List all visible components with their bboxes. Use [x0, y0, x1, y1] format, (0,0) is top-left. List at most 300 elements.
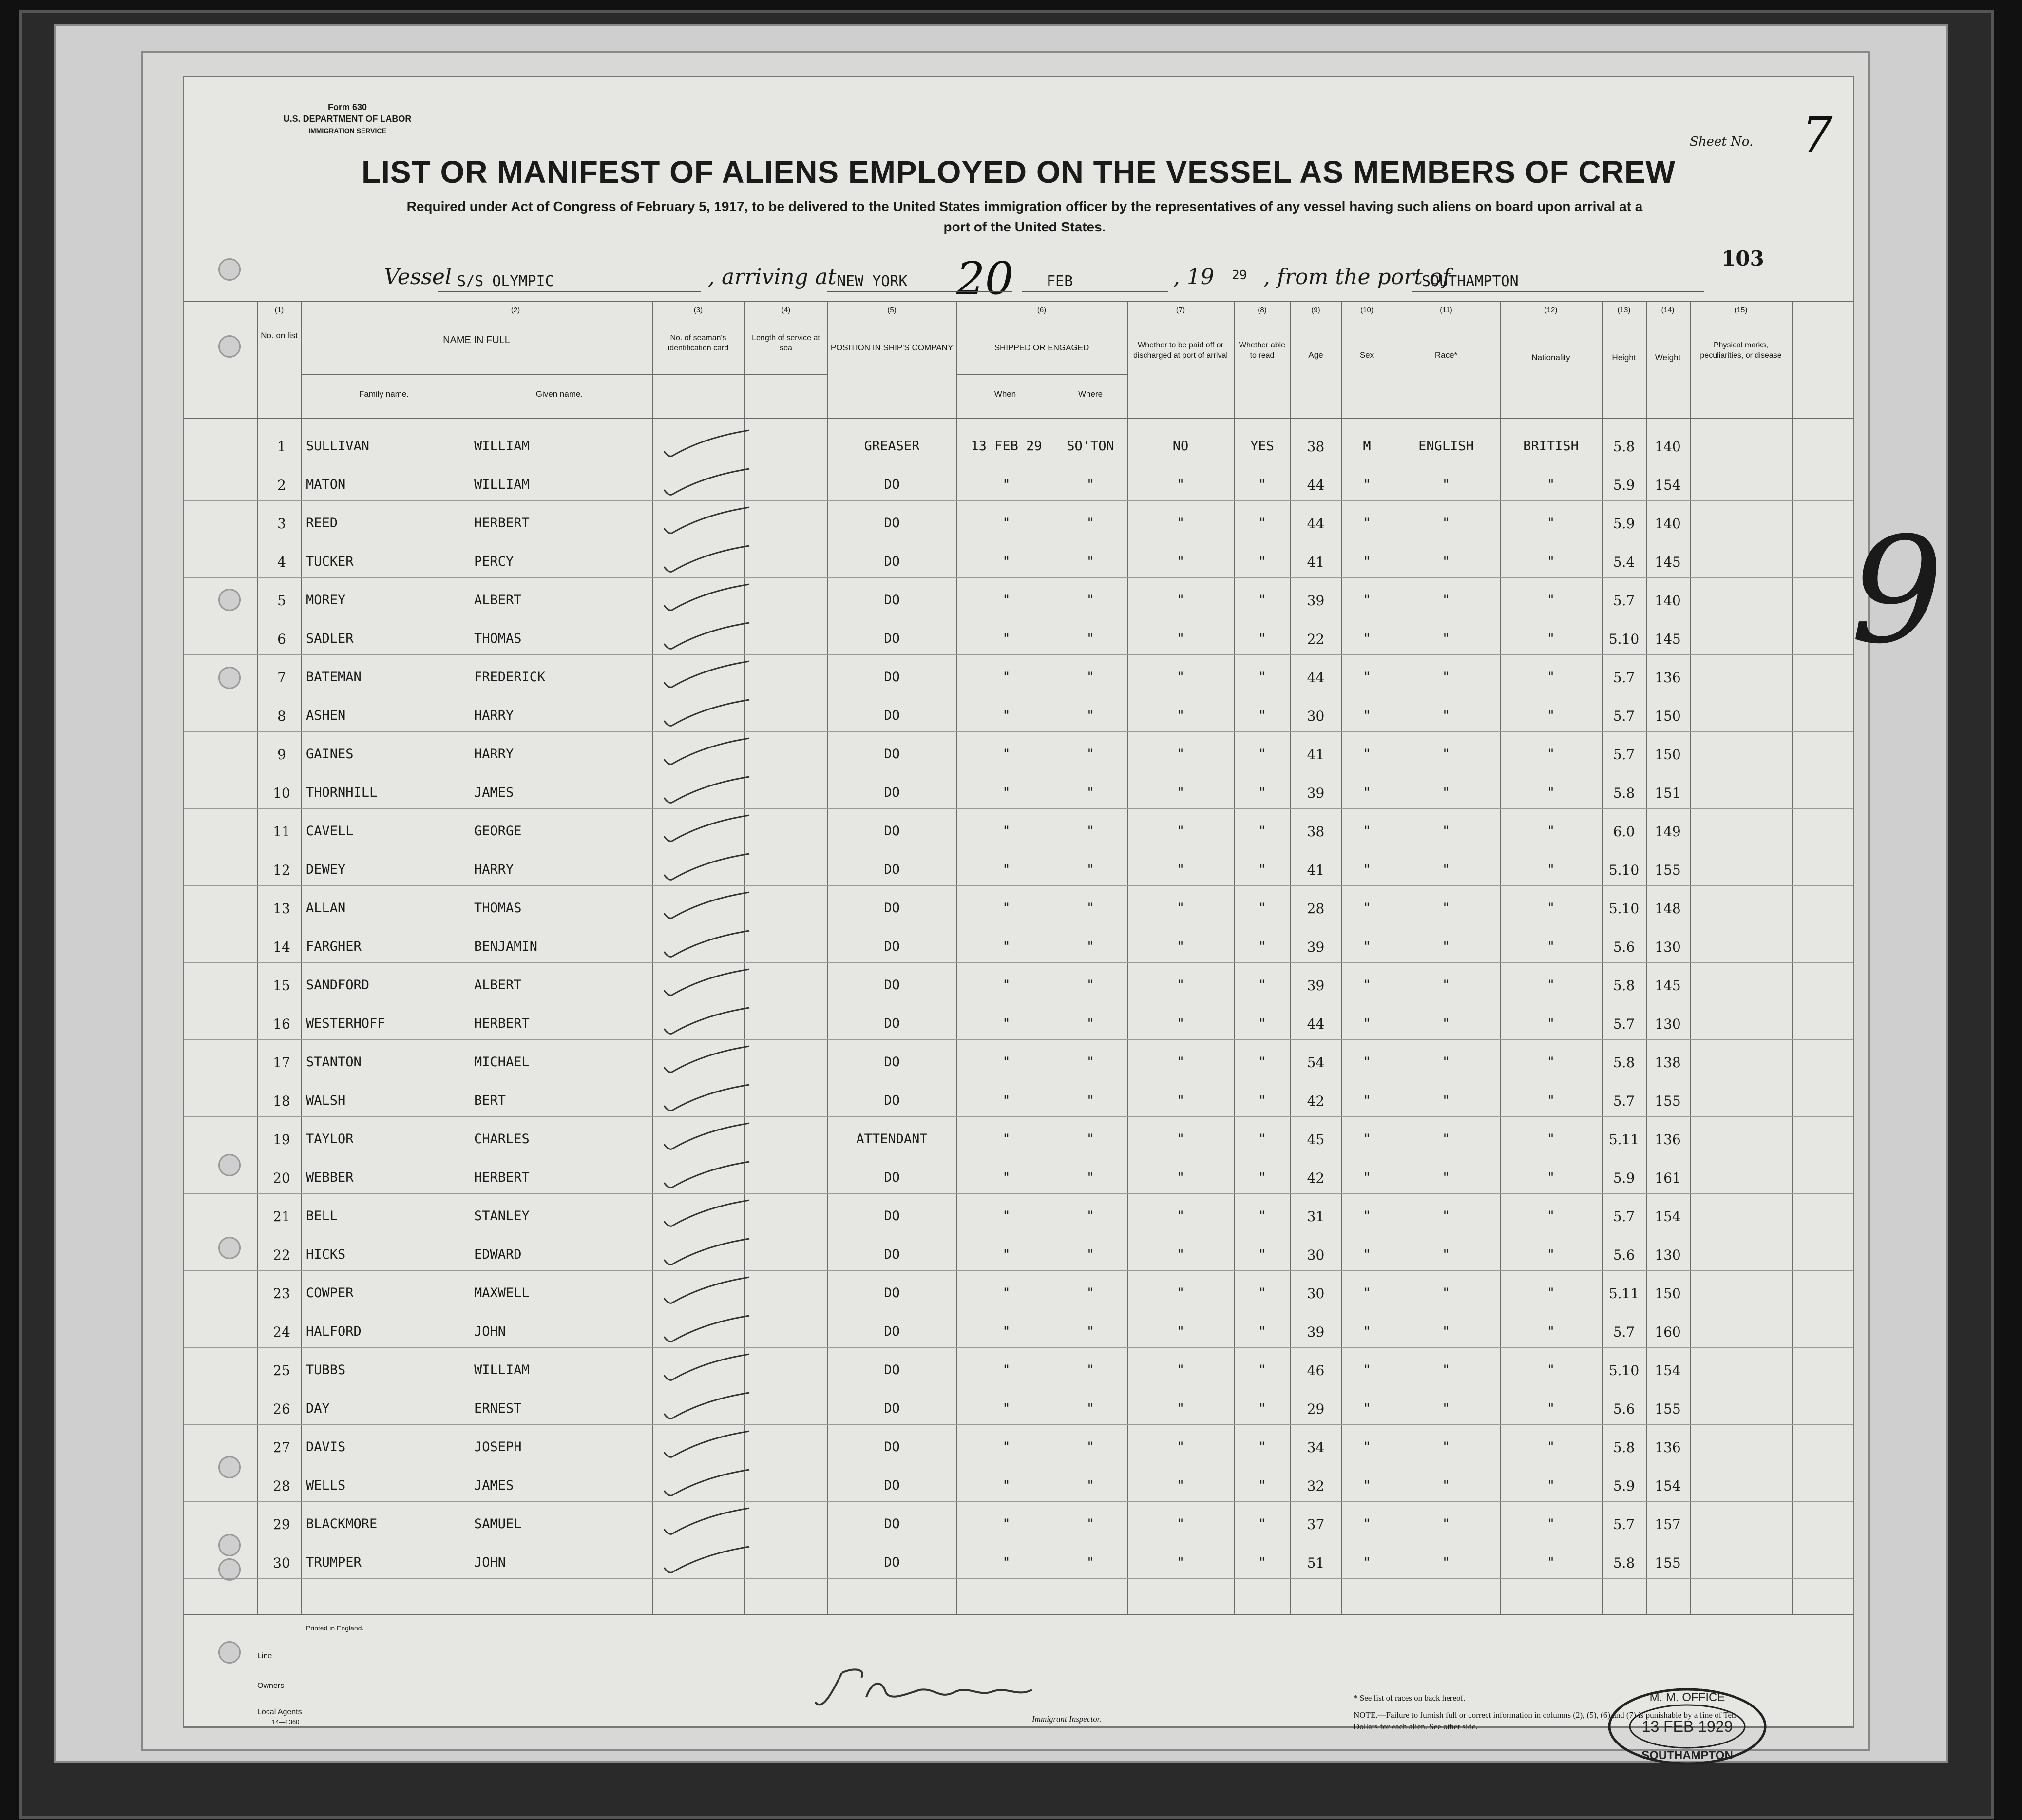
- row-rule: [184, 1270, 1853, 1271]
- given-name: HARRY: [474, 862, 514, 877]
- weight: 155: [1655, 1401, 1681, 1417]
- family-name: SADLER: [306, 631, 354, 646]
- height: 5.6: [1613, 939, 1635, 955]
- row-number: 7: [277, 670, 286, 686]
- age: 44: [1307, 670, 1325, 686]
- race: ": [1442, 1439, 1450, 1455]
- sex: ": [1363, 1478, 1371, 1493]
- paid-off: ": [1176, 1362, 1185, 1378]
- column-number: (6): [1037, 306, 1047, 314]
- punch-hole: [218, 667, 241, 689]
- paid-off: ": [1176, 1401, 1185, 1416]
- height: 5.8: [1613, 977, 1635, 994]
- height: 5.10: [1608, 900, 1640, 917]
- col-rule: [1602, 301, 1603, 1614]
- able-to-read: ": [1258, 1170, 1266, 1185]
- age: 44: [1307, 516, 1325, 532]
- shipped-where: ": [1086, 1555, 1095, 1570]
- given-name: THOMAS: [474, 631, 522, 646]
- nationality: ": [1546, 862, 1555, 877]
- able-to-read: YES: [1250, 439, 1274, 454]
- header-where: Where: [1078, 389, 1103, 399]
- shipped-where: ": [1086, 785, 1095, 800]
- header-paid-off: Whether to be paid off or discharged at port of arrival: [1133, 341, 1228, 360]
- row-number: 6: [277, 631, 286, 647]
- age: 44: [1307, 477, 1325, 493]
- column-number: (5): [887, 306, 897, 314]
- row-rule: [184, 1116, 1853, 1117]
- family-name: TUCKER: [306, 554, 354, 569]
- given-name: PERCY: [474, 554, 514, 569]
- row-number: 26: [273, 1401, 290, 1417]
- family-name: TRUMPER: [306, 1555, 362, 1570]
- shipped-where: ": [1086, 593, 1095, 608]
- race: ": [1442, 631, 1450, 646]
- header-family-name: Family name.: [359, 389, 409, 399]
- age: 38: [1307, 824, 1325, 840]
- sheet-number-label: Sheet No.: [1690, 134, 1754, 149]
- punch-hole: [218, 258, 241, 281]
- row-number: 11: [273, 824, 290, 840]
- sex: ": [1363, 747, 1371, 762]
- check-mark-icon: [659, 1044, 757, 1073]
- punch-hole: [218, 1641, 241, 1664]
- family-name: TAYLOR: [306, 1131, 354, 1147]
- position: DO: [884, 1401, 900, 1416]
- nationality: ": [1546, 631, 1555, 646]
- nationality: ": [1546, 1516, 1555, 1532]
- height: 5.8: [1613, 1054, 1635, 1071]
- position: DO: [884, 1516, 900, 1532]
- check-mark-icon: [659, 1159, 757, 1188]
- paid-off: ": [1176, 1439, 1185, 1455]
- race: ": [1442, 1285, 1450, 1301]
- height: 5.8: [1613, 1439, 1635, 1456]
- col-rule: [652, 301, 653, 1614]
- height: 5.8: [1613, 1555, 1635, 1571]
- weight: 151: [1655, 785, 1681, 801]
- shipped-where: ": [1086, 477, 1095, 492]
- column-number: (4): [781, 306, 791, 314]
- row-number: 23: [273, 1285, 290, 1302]
- paid-off: ": [1176, 747, 1185, 762]
- check-mark-icon: [659, 774, 757, 804]
- check-mark-icon: [659, 1467, 757, 1496]
- weight: 154: [1655, 1362, 1681, 1379]
- given-name: JOHN: [474, 1555, 506, 1570]
- able-to-read: ": [1258, 554, 1266, 569]
- family-name: COWPER: [306, 1285, 354, 1301]
- race: ": [1442, 939, 1450, 954]
- race: ": [1442, 1401, 1450, 1416]
- position: DO: [884, 1054, 900, 1070]
- weight: 145: [1655, 554, 1681, 570]
- check-mark-icon: [659, 466, 757, 496]
- sex: ": [1363, 1170, 1371, 1185]
- check-mark-icon: [659, 620, 757, 650]
- height: 5.11: [1608, 1285, 1640, 1302]
- shipped-when: ": [1002, 900, 1011, 916]
- paid-off: ": [1176, 1054, 1185, 1070]
- race: ": [1442, 1170, 1450, 1185]
- column-number: (3): [693, 306, 703, 314]
- vessel-name: S/S OLYMPIC: [457, 273, 554, 290]
- age: 30: [1307, 1247, 1325, 1263]
- family-name: BATEMAN: [306, 670, 362, 685]
- height: 5.10: [1608, 1362, 1640, 1379]
- height: 5.6: [1613, 1247, 1635, 1263]
- paid-off: ": [1176, 900, 1185, 916]
- family-name: DAY: [306, 1401, 330, 1416]
- sex: ": [1363, 1093, 1371, 1108]
- position: DO: [884, 1439, 900, 1455]
- row-rule: [184, 1578, 1853, 1579]
- header-given-name: Given name.: [535, 389, 583, 399]
- age: 29: [1307, 1401, 1325, 1417]
- stamp-date: 13 FEB 1929: [1641, 1718, 1733, 1735]
- sex: ": [1363, 670, 1371, 685]
- col-rule: [1646, 301, 1647, 1614]
- row-number: 27: [273, 1439, 290, 1456]
- header-able-read: Whether able to read: [1239, 341, 1286, 360]
- shipped-when: ": [1002, 1131, 1011, 1147]
- race: ": [1442, 1516, 1450, 1532]
- sex: ": [1363, 785, 1371, 800]
- check-mark-icon: [659, 1506, 757, 1535]
- printed-note: Printed in England.: [306, 1624, 364, 1632]
- position: DO: [884, 1093, 900, 1108]
- weight: 161: [1655, 1170, 1681, 1186]
- shipped-when: ": [1002, 516, 1011, 531]
- shipped-when: ": [1002, 1170, 1011, 1185]
- punch-hole: [218, 1237, 241, 1259]
- header-height: Height: [1612, 353, 1636, 362]
- weight: 154: [1655, 1478, 1681, 1494]
- shipped-when: ": [1002, 1439, 1011, 1455]
- check-mark-icon: [659, 659, 757, 688]
- sex: ": [1363, 1016, 1371, 1031]
- age: 22: [1307, 631, 1325, 647]
- column-number: (7): [1176, 306, 1185, 314]
- table-bottom-rule: [184, 1614, 1853, 1615]
- age: 44: [1307, 1016, 1325, 1032]
- paid-off: ": [1176, 1170, 1185, 1185]
- paid-off: ": [1176, 516, 1185, 531]
- able-to-read: ": [1258, 1131, 1266, 1147]
- nationality: ": [1546, 747, 1555, 762]
- arrival-day: 20: [956, 252, 1014, 305]
- race: ": [1442, 1362, 1450, 1378]
- nationality: ": [1546, 1170, 1555, 1185]
- paid-off: ": [1176, 1131, 1185, 1147]
- height: 5.7: [1613, 1324, 1635, 1340]
- given-name: JOHN: [474, 1324, 506, 1339]
- family-name: WEBBER: [306, 1170, 354, 1185]
- col-rule: [956, 301, 957, 1614]
- age: 39: [1307, 939, 1325, 955]
- page-title: LIST OR MANIFEST OF ALIENS EMPLOYED ON THE VESSEL AS MEMBERS OF CREW: [362, 154, 1676, 190]
- family-name: DEWEY: [306, 862, 346, 877]
- sex: ": [1363, 977, 1371, 993]
- nationality: ": [1546, 1131, 1555, 1147]
- shipped-when: ": [1002, 477, 1011, 492]
- nationality: ": [1546, 1054, 1555, 1070]
- header-name-in-full: NAME IN FULL: [443, 335, 510, 345]
- header-shipped: SHIPPED OR ENGAGED: [994, 343, 1089, 352]
- given-name: SAMUEL: [474, 1516, 522, 1532]
- height: 6.0: [1613, 824, 1635, 840]
- race: ": [1442, 747, 1450, 762]
- row-number: 19: [273, 1131, 290, 1148]
- position: GREASER: [864, 439, 920, 454]
- inspector-signature: [813, 1663, 1056, 1717]
- family-name: CAVELL: [306, 824, 354, 839]
- mm-office-stamp: [1604, 1685, 1770, 1768]
- paid-off: ": [1176, 477, 1185, 492]
- nationality: ": [1546, 554, 1555, 569]
- paid-off: ": [1176, 554, 1185, 569]
- able-to-read: ": [1258, 900, 1266, 916]
- able-to-read: ": [1258, 631, 1266, 646]
- family-name: DAVIS: [306, 1439, 346, 1455]
- race: ": [1442, 1093, 1450, 1108]
- row-number: 12: [273, 862, 290, 878]
- nationality: ": [1546, 477, 1555, 492]
- shipped-when: ": [1002, 1362, 1011, 1378]
- check-mark-icon: [659, 1005, 757, 1035]
- col-rule: [1290, 301, 1291, 1614]
- height: 5.7: [1613, 1516, 1635, 1533]
- row-number: 22: [273, 1247, 290, 1263]
- paid-off: ": [1176, 977, 1185, 993]
- family-name: MOREY: [306, 593, 346, 608]
- check-mark-icon: [659, 505, 757, 534]
- row-number: 29: [273, 1516, 290, 1533]
- age: 42: [1307, 1093, 1325, 1109]
- shipped-when: ": [1002, 785, 1011, 800]
- sex: ": [1363, 1555, 1371, 1570]
- family-name: HALFORD: [306, 1324, 362, 1339]
- paid-off: ": [1176, 1016, 1185, 1031]
- sex: ": [1363, 1324, 1371, 1339]
- shipped-when: ": [1002, 1016, 1011, 1031]
- stamped-number: 103: [1721, 247, 1764, 270]
- able-to-read: ": [1258, 1016, 1266, 1031]
- header-sex: Sex: [1359, 350, 1374, 360]
- arrival-year: 29: [1232, 268, 1247, 283]
- owners-label: Owners: [257, 1682, 285, 1690]
- able-to-read: ": [1258, 1478, 1266, 1493]
- penalty-note: NOTE.—Failure to furnish full or correct information in columns (2), (5), (6) and (7) is punishable by a fine of Ten Dollars for each alien. See other side.: [1354, 1710, 1736, 1731]
- header-when: When: [994, 389, 1016, 399]
- nationality: ": [1546, 1285, 1555, 1301]
- able-to-read: ": [1258, 939, 1266, 954]
- sex: M: [1363, 439, 1371, 454]
- weight: 157: [1655, 1516, 1681, 1533]
- nationality: ": [1546, 1439, 1555, 1455]
- sex: ": [1363, 1401, 1371, 1416]
- paid-off: ": [1176, 708, 1185, 723]
- weight: 149: [1655, 824, 1681, 840]
- shipped-where: ": [1086, 1247, 1095, 1262]
- age: 54: [1307, 1054, 1325, 1071]
- shipped-where: ": [1086, 939, 1095, 954]
- row-rule: [184, 1424, 1853, 1425]
- paid-off: ": [1176, 631, 1185, 646]
- shipped-where: SO'TON: [1067, 439, 1114, 454]
- check-mark-icon: [659, 1275, 757, 1304]
- check-mark-icon: [659, 1390, 757, 1419]
- family-name: MATON: [306, 477, 346, 492]
- paid-off: ": [1176, 785, 1185, 800]
- arriving-label: , arriving at: [708, 265, 837, 289]
- height: 5.9: [1613, 516, 1635, 532]
- given-name: CHARLES: [474, 1131, 530, 1147]
- shipped-when: 13 FEB 29: [971, 439, 1042, 454]
- age: 39: [1307, 1324, 1325, 1340]
- given-name: THOMAS: [474, 900, 522, 916]
- header-no-on-list: No. on list: [261, 331, 298, 340]
- paid-off: ": [1176, 1247, 1185, 1262]
- age: 32: [1307, 1478, 1325, 1494]
- given-name: ALBERT: [474, 593, 522, 608]
- nationality: ": [1546, 1362, 1555, 1378]
- race: ": [1442, 1208, 1450, 1224]
- shipped-where: ": [1086, 670, 1095, 685]
- position: DO: [884, 708, 900, 723]
- nationality: ": [1546, 1093, 1555, 1108]
- agents-code: 14—1360: [272, 1718, 300, 1725]
- header-position: POSITION IN SHIP'S COMPANY: [830, 343, 954, 352]
- weight: 138: [1655, 1054, 1681, 1071]
- family-name: BLACKMORE: [306, 1516, 378, 1532]
- punch-hole: [218, 1456, 241, 1478]
- check-mark-icon: [659, 851, 757, 881]
- given-name: ERNEST: [474, 1401, 522, 1416]
- row-number: 20: [273, 1170, 290, 1186]
- nationality: BRITISH: [1523, 439, 1579, 454]
- weight: 160: [1655, 1324, 1681, 1340]
- check-mark-icon: [659, 1236, 757, 1265]
- race: ": [1442, 708, 1450, 723]
- shipped-where: ": [1086, 1285, 1095, 1301]
- line-label: Line: [257, 1652, 272, 1660]
- family-name: BELL: [306, 1208, 338, 1224]
- check-mark-icon: [659, 582, 757, 611]
- shipped-where: ": [1086, 1093, 1095, 1108]
- weight: 150: [1655, 708, 1681, 724]
- check-mark-icon: [659, 736, 757, 765]
- sex: ": [1363, 477, 1371, 492]
- shipped-where: ": [1086, 824, 1095, 839]
- header-weight: Weight: [1655, 353, 1681, 362]
- shipped-where: ": [1086, 747, 1095, 762]
- family-name: THORNHILL: [306, 785, 378, 800]
- race: ": [1442, 554, 1450, 569]
- age: 51: [1307, 1555, 1325, 1571]
- family-name: FARGHER: [306, 939, 362, 954]
- able-to-read: ": [1258, 1093, 1266, 1108]
- height: 5.6: [1613, 1401, 1635, 1417]
- column-number: (8): [1258, 306, 1267, 314]
- able-to-read: ": [1258, 516, 1266, 531]
- given-name: JAMES: [474, 1478, 514, 1493]
- column-number: (11): [1440, 306, 1452, 314]
- family-name: HICKS: [306, 1247, 346, 1262]
- position: DO: [884, 477, 900, 492]
- position: DO: [884, 785, 900, 800]
- weight: 130: [1655, 1016, 1681, 1032]
- height: 5.10: [1608, 631, 1640, 647]
- department-name: U.S. DEPARTMENT OF LABOR: [283, 114, 412, 124]
- sex: ": [1363, 1439, 1371, 1455]
- punch-hole: [218, 1534, 241, 1556]
- position: DO: [884, 1555, 900, 1570]
- form-id-block: [257, 101, 438, 136]
- shipped-where: ": [1086, 1170, 1095, 1185]
- position: DO: [884, 900, 900, 916]
- row-rule: [184, 1347, 1853, 1348]
- given-name: MICHAEL: [474, 1054, 530, 1070]
- check-mark-icon: [659, 928, 757, 958]
- position: DO: [884, 593, 900, 608]
- age: 30: [1307, 1285, 1325, 1302]
- race: ": [1442, 824, 1450, 839]
- age: 39: [1307, 593, 1325, 609]
- position: DO: [884, 939, 900, 954]
- family-name: REED: [306, 516, 338, 531]
- sex: ": [1363, 593, 1371, 608]
- able-to-read: ": [1258, 1439, 1266, 1455]
- nationality: ": [1546, 516, 1555, 531]
- header-age: Age: [1308, 350, 1323, 360]
- position: DO: [884, 1170, 900, 1185]
- check-mark-icon: [659, 967, 757, 996]
- underline: [827, 291, 1012, 292]
- weight: 136: [1655, 1131, 1681, 1148]
- able-to-read: ": [1258, 1516, 1266, 1532]
- punch-hole: [218, 335, 241, 358]
- nationality: ": [1546, 1555, 1555, 1570]
- row-number: 17: [273, 1054, 290, 1071]
- sex: ": [1363, 1362, 1371, 1378]
- able-to-read: ": [1258, 1285, 1266, 1301]
- given-name: HERBERT: [474, 1016, 530, 1031]
- shipped-where: ": [1086, 554, 1095, 569]
- column-number: (1): [274, 306, 284, 314]
- punch-hole: [218, 1558, 241, 1581]
- height: 5.11: [1608, 1131, 1640, 1148]
- sex: ": [1363, 516, 1371, 531]
- check-mark-icon: [659, 1082, 757, 1111]
- height: 5.7: [1613, 708, 1635, 724]
- given-name: WILLIAM: [474, 1362, 530, 1378]
- weight: 154: [1655, 1208, 1681, 1225]
- family-name: SANDFORD: [306, 977, 370, 993]
- nationality: ": [1546, 1208, 1555, 1224]
- shipped-where: ": [1086, 1439, 1095, 1455]
- row-rule: [184, 500, 1853, 501]
- shipped-where: ": [1086, 1478, 1095, 1493]
- row-number: 14: [273, 939, 290, 955]
- vessel-label: Vessel: [384, 265, 452, 289]
- shipped-when: ": [1002, 862, 1011, 877]
- age: 37: [1307, 1516, 1325, 1533]
- row-rule: [184, 808, 1853, 809]
- row-number: 2: [277, 477, 286, 493]
- shipped-when: ": [1002, 824, 1011, 839]
- arrival-port: NEW YORK: [837, 273, 908, 290]
